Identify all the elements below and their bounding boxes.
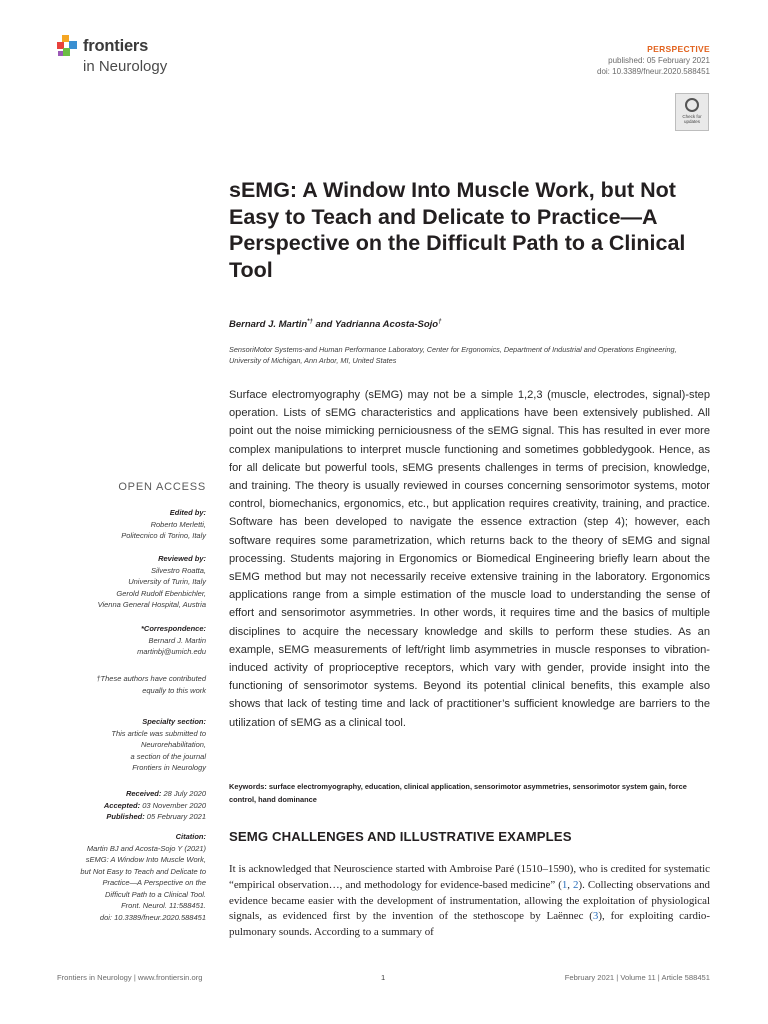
citation-link[interactable]: 2 (573, 878, 579, 891)
date-value: 05 February 2021 (144, 812, 206, 821)
check-updates-icon (685, 98, 699, 112)
open-access-label: OPEN ACCESS (118, 481, 206, 493)
citation-link[interactable]: 3 (592, 910, 599, 923)
date-value: 03 November 2020 (140, 800, 206, 810)
citation-line: sEMG: A Window Into Muscle Work, (85, 855, 206, 864)
sidebar-citation (80, 831, 206, 923)
body-text-run: ). Collecting observations and evidence became easier with the development of instrumentation, allowing the exploitation of physiological signals, as evidenced first by the invention of the stethoscope by Laënnec ( (229, 878, 710, 923)
author-name[interactable]: Bernard J. Martin (229, 319, 308, 331)
sidebar-correspondence (137, 623, 206, 658)
sidebar-label: Accepted: (103, 800, 141, 810)
citation-line: but Not Easy to Teach and Delicate to (80, 866, 206, 876)
article-meta (597, 44, 710, 77)
abstract: Surface electromyography (sEMG) may not be a simple 1,2,3 (muscle, electrodes, signal)-step operation. Lists of sEMG characteristics and applications have been extensively published. All point out the noise mimicking perniciousness of the sEMG signal. This has resulted in ever more complex manipulations to interpret muscle functioning and sometimes gobbledygook. Hence, as for all delicate but powerful tools, sEMG presents challenges in terms of precision, knowledge, and training. The theory is usually reviewed in courses concerning sensorimotor systems, motor control, biomechanics, ergonomics, etc., but application requires creativity, training, and practice. Software has been developed to navigate the essence extraction (step 4); however, each software requires some parametrization, which returns back to the theory of sEMG and signal processing. Students majoring in Ergonomics or Biomedical Engineering briefly learn about the sEMG method but may not necessarily receive extensive training in the laboratory. Ergonomics applications range from a simple estimation of the muscle load to understanding the sense of effort and sensorimotor asymmetries. In other words, it requires time and the basics of multiple disciplines to acquire the necessary knowledge and skills to perform these studies. As an example, sEMG measurements of left/right limb asymmetries in muscle responses to vibration-induced activity of proprioceptive receptors, which vary with gender, provide insight into the functioning of sensorimotor systems. Beyond its potential clinical benefits, this example also shows that lack of testing time and lack of practitioner’s sufficient knowledge are barriers to the utilization of sEMG as a clinical tool. (229, 389, 710, 729)
received-date (104, 788, 206, 800)
reviewer-name: Gerold Rudolf Ebenbichler, (116, 588, 206, 598)
citation-line: Practice—A Perspective on the (102, 878, 206, 887)
specialty-line: Frontiers in Neurology (132, 763, 206, 772)
citation-doi[interactable]: doi: 10.3389/fneur.2020.588451 (99, 912, 206, 922)
reviewer-affiliation: University of Turin, Italy (128, 577, 206, 586)
logo-wordmark: frontiers (83, 37, 149, 55)
published-date: published: 05 February 2021 (608, 56, 710, 65)
sidebar-label: Received: (125, 789, 162, 798)
author-footnote-mark: † (438, 319, 442, 325)
author-affiliation: SensoriMotor Systems-and Human Performance Laboratory, Center for Ergonomics, Department of Industrial and Operations Engineering, University of Michigan, Ann Arbor, MI, United States (229, 345, 677, 365)
article-title: sEMG: A Window Into Muscle Work, but Not Easy to Teach and Delicate to Practice—A Perspective on the Difficult Path to a Clinical Tool (229, 178, 686, 282)
published-date-side (104, 811, 206, 823)
contribution-note-line: equally to this work (142, 685, 206, 695)
citation-line: Difficult Path to a Clinical Tool. (104, 889, 206, 899)
correspondence-email[interactable]: martinbj@umich.edu (137, 647, 206, 656)
specialty-line: This article was submitted to (111, 728, 206, 738)
logo-journal-name: in Neurology (83, 58, 168, 75)
footer-journal-link[interactable]: Frontiers in Neurology | www.frontiersin.org (57, 973, 203, 982)
frontiers-logo-icon (57, 35, 79, 59)
sidebar-reviewed-by (98, 553, 206, 611)
article-type: PERSPECTIVE (647, 44, 710, 54)
body-text-run: It is acknowledged that Neuroscience started with Ambroise Paré (1510–1590), who is credited for systematic “empirical observation…, and methodology for evidence-based medicine” ( (229, 863, 710, 891)
correspondence-name: Bernard J. Martin (148, 635, 206, 645)
author-separator: and (312, 319, 335, 331)
author-list (229, 319, 441, 330)
sidebar-label: *Correspondence: (140, 624, 206, 633)
sidebar-label: Citation: (175, 832, 206, 841)
contribution-note-line: †These authors have contributed (96, 674, 206, 683)
check-updates-label: Check for updates (682, 114, 702, 124)
sidebar-label: Specialty section: (142, 717, 206, 726)
keywords: Keywords: surface electromyography, education, clinical application, sensorimotor asymmetries, sensorimotor system gain, force control, hand dominance (229, 782, 687, 804)
citation-link[interactable]: 1 (561, 878, 568, 891)
sidebar-contribution-note (96, 673, 206, 696)
footer-page-number: 1 (381, 973, 386, 982)
author-footnote-mark: *† (307, 319, 313, 325)
body-text-run: ), for exploiting cardio-pulmonary sounds. According to a summary of (229, 910, 710, 939)
date-value: 28 July 2020 (161, 789, 206, 798)
sidebar-dates (104, 788, 206, 823)
editor-affiliation: Politecnico di Torino, Italy (121, 531, 206, 540)
author-name[interactable]: Yadrianna Acosta-Sojo (334, 319, 439, 331)
sidebar-edited-by (121, 507, 206, 542)
sidebar-label: Reviewed by: (158, 554, 206, 563)
footer-issue-info: February 2021 | Volume 11 | Article 588451 (564, 973, 710, 982)
journal-logo[interactable] (57, 33, 197, 81)
specialty-line: a section of the journal (130, 751, 206, 761)
citation-line: Martin BJ and Acosta-Sojo Y (2021) (86, 843, 206, 853)
body-text-run: , (567, 878, 574, 891)
reviewer-name: Silvestro Roatta, (150, 565, 206, 575)
article-doi[interactable]: doi: 10.3389/fneur.2020.588451 (597, 67, 710, 76)
reviewer-affiliation: Vienna General Hospital, Austria (97, 600, 206, 609)
editor-name: Roberto Merletti, (150, 519, 206, 529)
section-heading: SEMG CHALLENGES AND ILLUSTRATIVE EXAMPLES (229, 829, 572, 844)
sidebar-specialty-section (111, 716, 206, 774)
check-for-updates-badge[interactable] (675, 93, 709, 131)
sidebar-label: Edited by: (169, 508, 206, 517)
accepted-date (104, 800, 206, 812)
citation-line: Front. Neurol. 11:588451. (121, 901, 206, 910)
sidebar-label: Published: (106, 812, 145, 821)
specialty-line: Neurorehabilitation, (140, 740, 206, 749)
body-paragraph (229, 862, 710, 941)
